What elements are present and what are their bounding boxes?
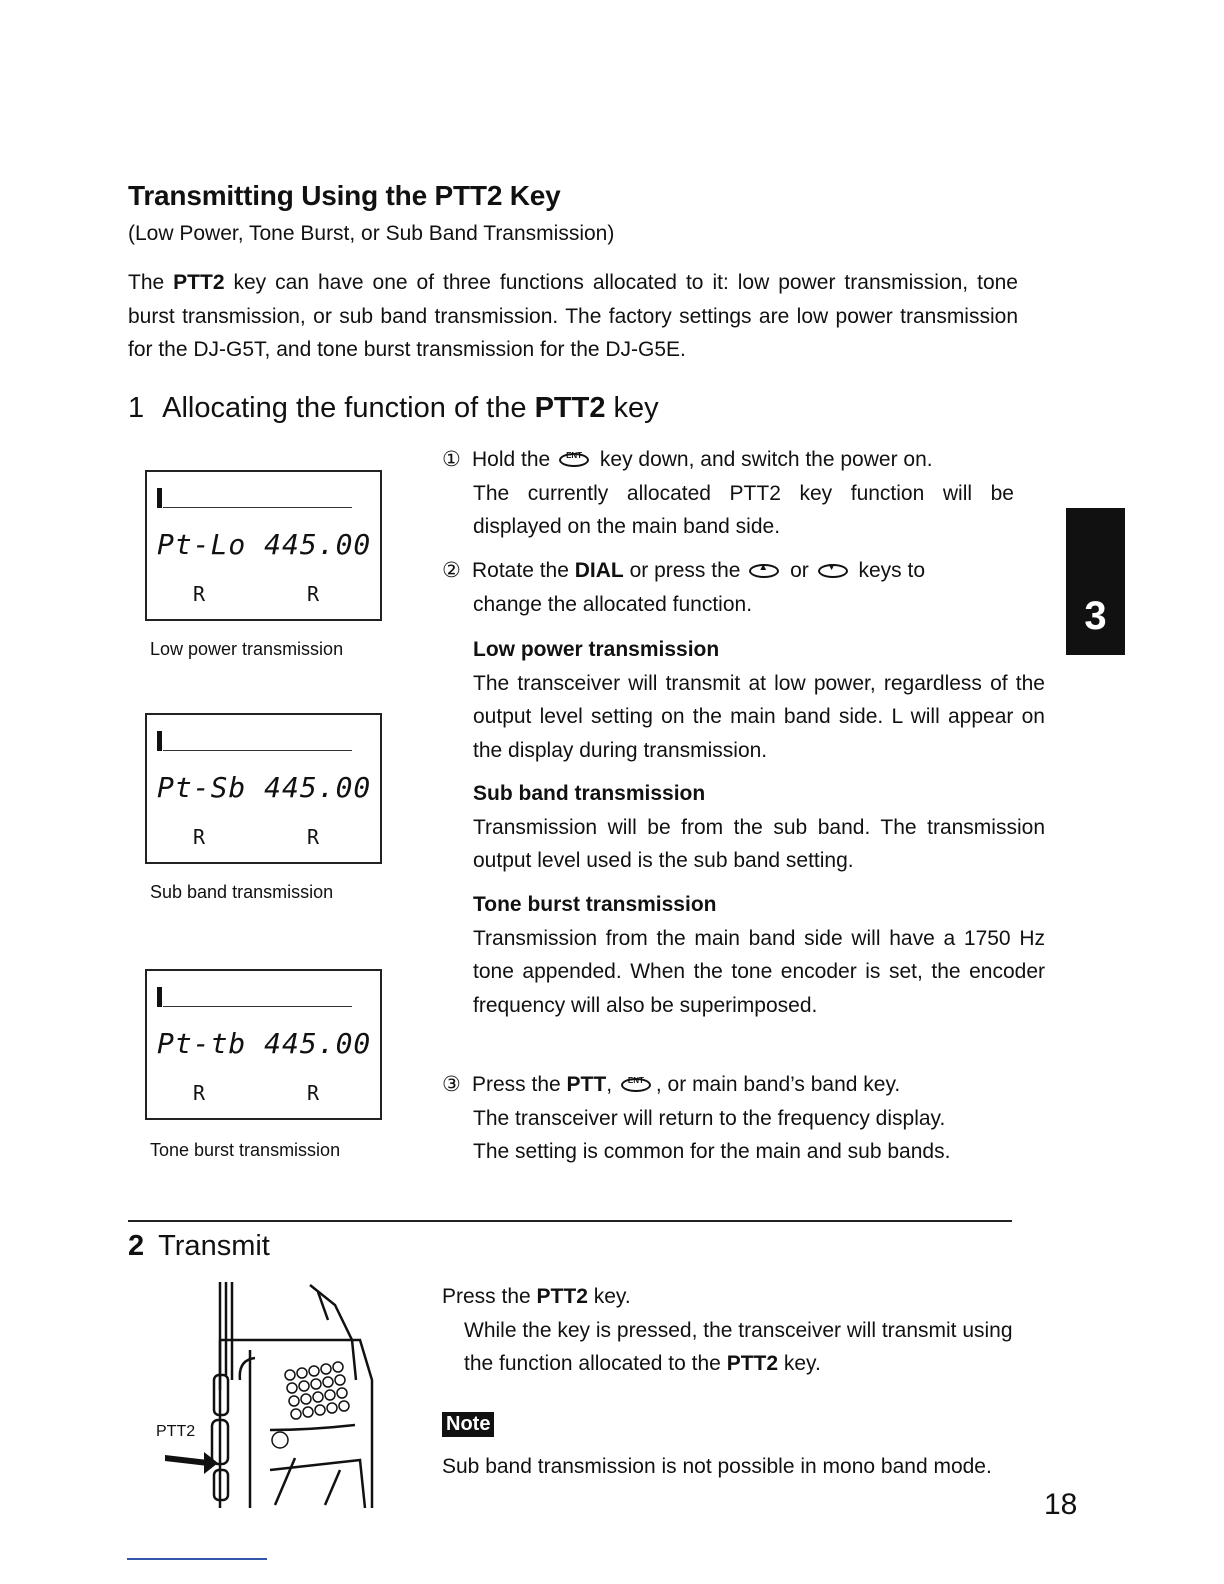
function-title: Low power transmission <box>473 638 720 661</box>
signal-bar-icon <box>157 488 162 508</box>
function-low-power <box>442 633 1045 767</box>
section-2-line-2-key: PTT2 <box>726 1352 779 1375</box>
step-3 <box>442 1068 1014 1169</box>
step-1 <box>442 443 1014 544</box>
step-1-pre: Hold the <box>472 448 557 471</box>
page-subtitle: (Low Power, Tone Burst, or Sub Band Transmission) <box>128 222 615 245</box>
lcd-display-low-power <box>145 470 382 621</box>
down-arrow-icon: ▼ <box>826 562 837 573</box>
section-2-line-2-post: key. <box>778 1352 821 1375</box>
step-1-post: key down, and switch the power on. <box>594 448 933 471</box>
lcd-indicator: R <box>307 582 320 606</box>
dial-label: DIAL <box>574 559 624 582</box>
key-oval <box>818 564 848 578</box>
up-arrow-icon: ▲ <box>758 562 769 573</box>
section-2-title: Transmit <box>158 1230 270 1262</box>
page-number: 18 <box>1044 1488 1078 1521</box>
section-2-line-1-pre: Press the <box>442 1285 537 1308</box>
section-divider <box>128 1220 1012 1222</box>
section-2-line-1-post: key. <box>587 1285 631 1308</box>
ptt-label: PTT <box>566 1073 607 1096</box>
lcd-display-tone-burst <box>145 969 382 1120</box>
step-2-line <box>442 554 1014 588</box>
lcd-indicator: R <box>193 582 206 606</box>
signal-bar-icon <box>157 731 162 751</box>
bottom-rule <box>127 1558 267 1560</box>
ent-key-icon <box>556 449 594 469</box>
chapter-tab <box>1066 508 1125 655</box>
section-2-line-1 <box>442 1280 1014 1314</box>
lcd-indicator: R <box>307 1081 320 1105</box>
step-3-comma: , <box>606 1073 618 1096</box>
step-3-post: , or main band’s band key. <box>655 1073 901 1096</box>
section-2-line-2 <box>442 1314 1014 1381</box>
meter-line <box>163 1006 352 1007</box>
step-2 <box>442 554 1014 621</box>
step-3-body-1: The transceiver will return to the frequency display. <box>473 1106 946 1130</box>
ent-key-label: ENT <box>566 451 583 460</box>
lcd-indicator: R <box>193 825 206 849</box>
section-1-number: 1 <box>128 392 145 424</box>
note-badge: Note <box>442 1412 494 1437</box>
step-1-marker: ① <box>442 448 461 471</box>
section-2-heading <box>128 1230 270 1263</box>
step-2-marker: ② <box>442 559 461 582</box>
note-text: Sub band transmission is not possible in mono band mode. <box>442 1455 992 1478</box>
lcd-caption: Tone burst transmission <box>150 1140 341 1160</box>
section-2-number: 2 <box>128 1230 145 1262</box>
meter-line <box>163 750 352 751</box>
lcd-caption: Sub band transmission <box>150 882 334 902</box>
step-3-pre: Press the <box>472 1073 567 1096</box>
lcd-indicator: R <box>307 825 320 849</box>
function-sub-band <box>442 777 1045 878</box>
function-title: Tone burst transmission <box>473 893 717 916</box>
step-2-pre: Rotate the <box>472 559 575 582</box>
radio-illustration <box>160 1280 390 1510</box>
step-3-marker: ③ <box>442 1073 461 1096</box>
step-3-body-2: The setting is common for the main and sub bands. <box>473 1140 951 1163</box>
step-2-body: change the allocated function. <box>473 592 753 616</box>
section-2-text <box>442 1280 1014 1381</box>
lcd-readout: Pt-Sb 445.00 <box>157 771 372 804</box>
ptt2-callout-label: PTT2 <box>156 1423 196 1440</box>
function-body: The transceiver will transmit at low power, regardless of the output level setting on the main band side. L will appear on the display during transmission. <box>473 671 1045 762</box>
function-tone-burst <box>442 888 1045 1022</box>
intro-part2: key can have one of three functions allocated to it: low power transmission, tone burst transmission, or sub band transmission. The factory settings are low power transmission for the DJ-G5T, and tone burst transmission for the DJ-G5E. <box>128 271 1018 361</box>
meter-line <box>163 507 352 508</box>
step-3-line <box>442 1068 1014 1102</box>
function-title: Sub band transmission <box>473 782 706 805</box>
key-oval <box>559 453 589 467</box>
section-2-line-1-key: PTT2 <box>536 1285 588 1308</box>
key-oval <box>621 1078 651 1092</box>
intro-part1: The <box>128 271 174 294</box>
lcd-indicator: R <box>193 1081 206 1105</box>
down-key-icon <box>815 560 853 580</box>
page-title: Transmitting Using the PTT2 Key <box>128 180 561 211</box>
up-key-icon <box>746 560 784 580</box>
step-2-or: or <box>784 559 815 582</box>
intro-key: PTT2 <box>173 271 225 294</box>
step-1-line <box>442 443 1014 477</box>
signal-bar-icon <box>157 987 162 1007</box>
step-2-post: keys to <box>852 559 926 582</box>
section-1-title-key: PTT2 <box>534 392 606 424</box>
step-1-body: The currently allocated PTT2 key function will be displayed on the main band side. <box>473 481 1014 538</box>
lcd-caption: Low power transmission <box>150 639 344 659</box>
section-1-heading <box>128 392 659 425</box>
section-2-line-2-pre: While the key is pressed, the transceiver will transmit using the function allocated to the <box>464 1318 1013 1375</box>
lcd-display-sub-band <box>145 713 382 864</box>
ent-key-label: ENT <box>627 1076 644 1085</box>
section-1-title-post: key <box>605 392 659 424</box>
lcd-readout: Pt-tb 445.00 <box>157 1027 372 1060</box>
intro-paragraph <box>128 266 1018 367</box>
function-body: Transmission will be from the sub band. The transmission output level used is the sub band setting. <box>473 815 1045 872</box>
section-1-title-pre: Allocating the function of the <box>162 392 535 424</box>
chapter-number: 3 <box>1084 594 1107 638</box>
lcd-readout: Pt-Lo 445.00 <box>157 528 372 561</box>
key-oval <box>749 564 779 578</box>
ent-key-icon <box>618 1074 656 1094</box>
function-body: Transmission from the main band side will have a 1750 Hz tone appended. When the tone encoder is set, the encoder frequency will also be superimposed. <box>473 926 1045 1017</box>
step-2-mid: or press the <box>623 559 747 582</box>
